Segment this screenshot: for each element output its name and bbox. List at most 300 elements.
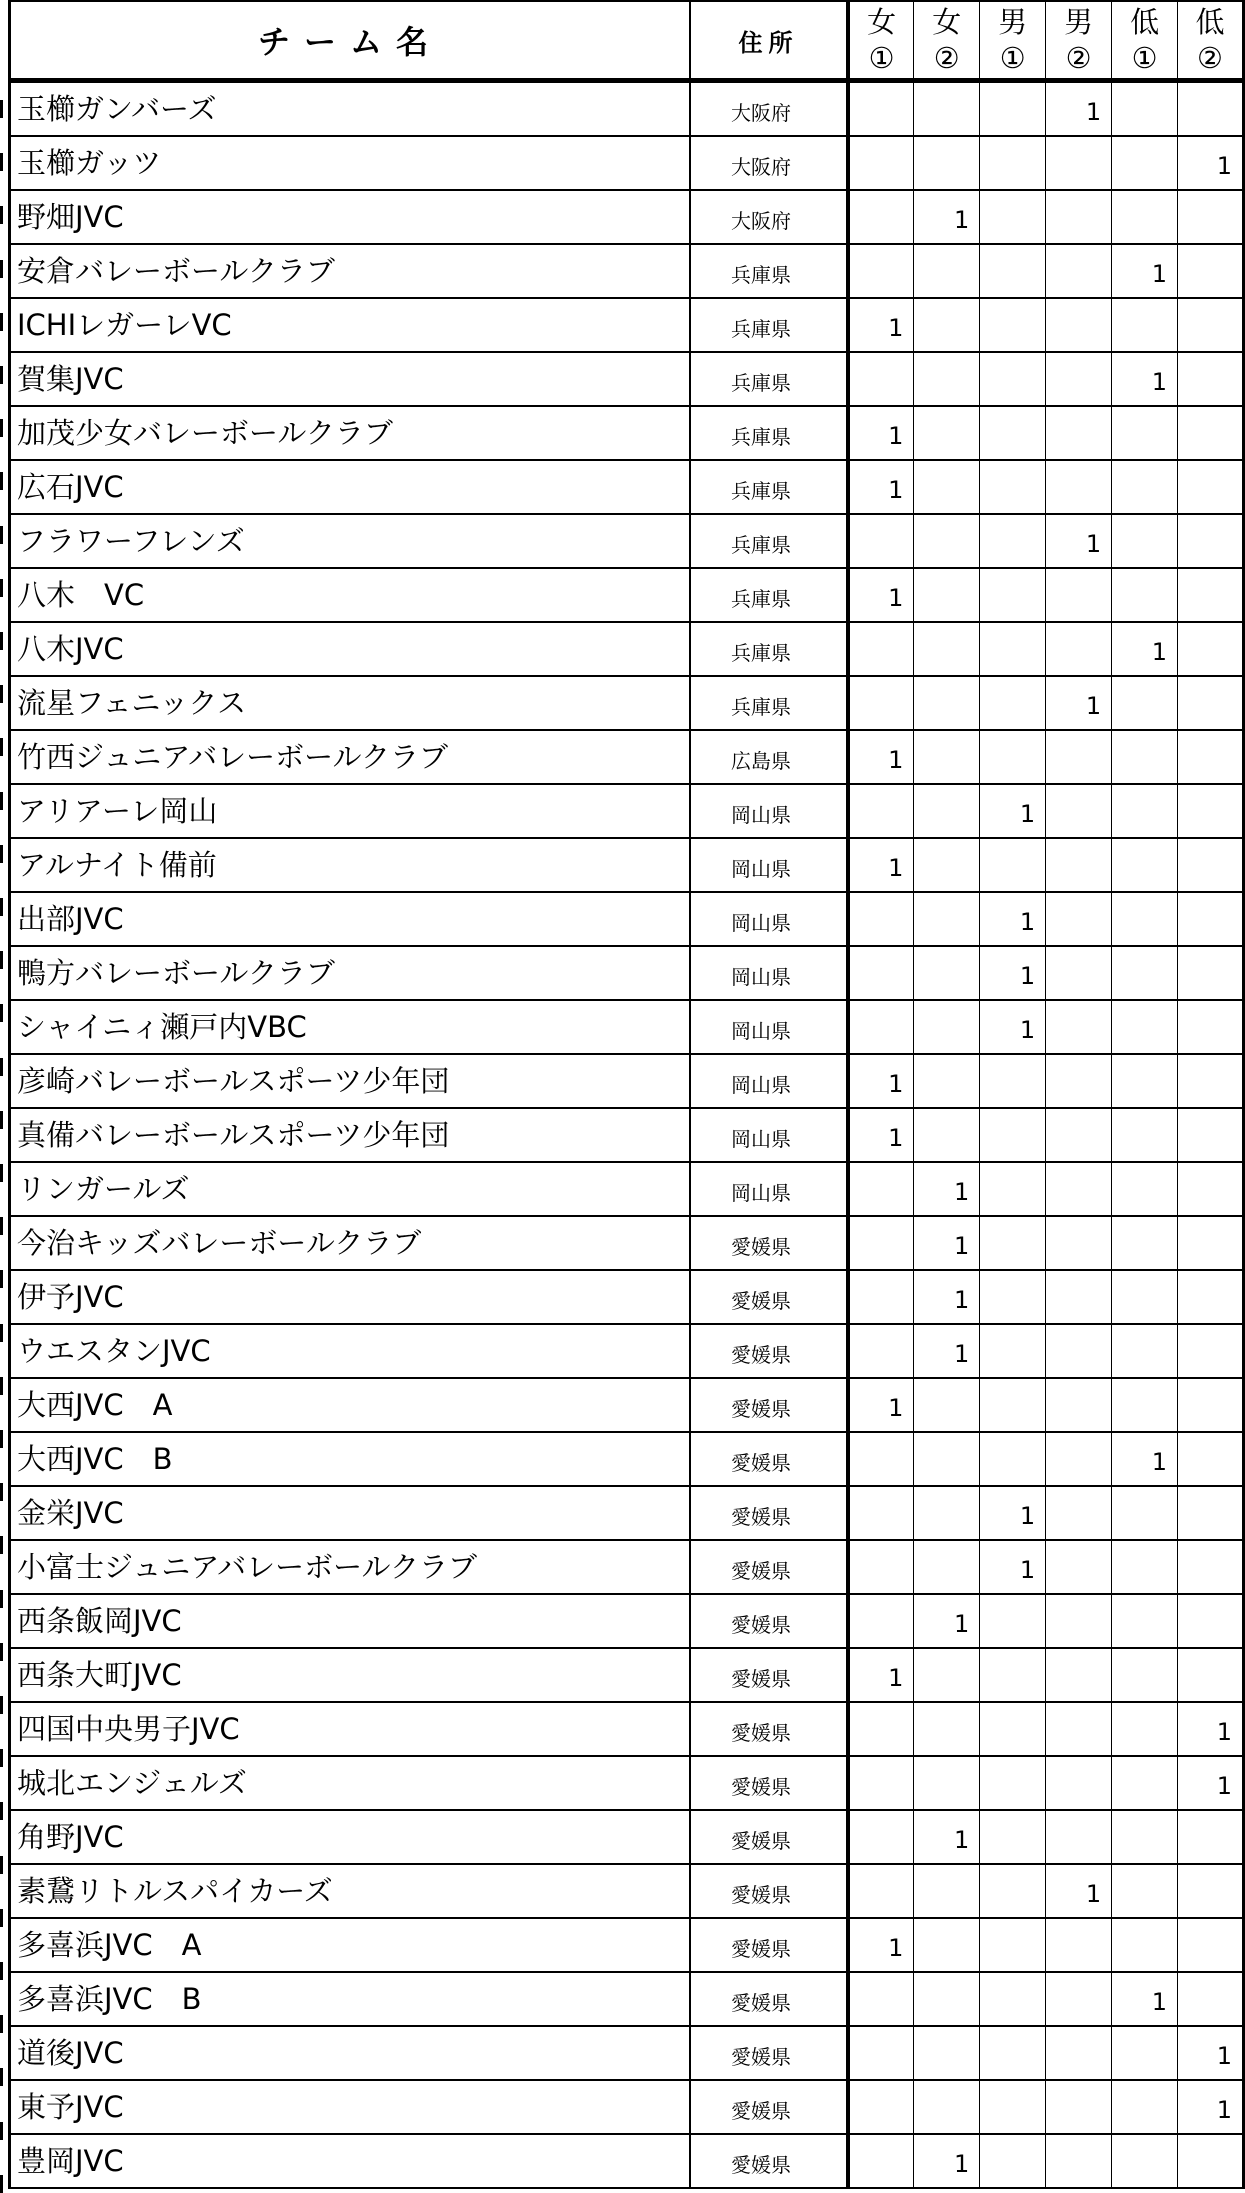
count-cell	[1178, 1108, 1244, 1162]
count-cell	[848, 622, 914, 676]
count-cell	[1046, 892, 1112, 946]
count-cell	[1112, 784, 1178, 838]
edge-tick	[0, 1324, 3, 1342]
count-cell	[848, 1486, 914, 1540]
count-cell	[914, 730, 980, 784]
address-cell: 愛媛県	[690, 1972, 848, 2026]
address-cell: 愛媛県	[690, 1810, 848, 1864]
table-body	[10, 81, 1244, 2189]
count-cell: 1	[848, 568, 914, 622]
count-cell: 1	[1112, 352, 1178, 406]
column-header-top: 男	[998, 5, 1028, 39]
count-cell	[848, 784, 914, 838]
count-cell	[1112, 1648, 1178, 1702]
count-cell	[1112, 514, 1178, 568]
edge-tick	[0, 260, 3, 278]
address-cell: 愛媛県	[690, 1648, 848, 1702]
count-cell	[1112, 2026, 1178, 2080]
count-cell	[1112, 1918, 1178, 1972]
count-cell: 1	[914, 1810, 980, 1864]
count-cell	[848, 1270, 914, 1324]
count-cell	[848, 1000, 914, 1054]
count-cell	[914, 244, 980, 298]
count-cell	[1046, 730, 1112, 784]
count-cell: 1	[1178, 136, 1244, 190]
count-cell	[1046, 298, 1112, 352]
team-name-cell: 彦崎バレーボールスポーツ少年団	[10, 1054, 691, 1108]
table-row	[10, 1756, 1244, 1810]
count-cell	[848, 1810, 914, 1864]
address-cell: 愛媛県	[690, 1540, 848, 1594]
count-cell	[1112, 568, 1178, 622]
table-row	[10, 1216, 1244, 1270]
count-cell: 1	[848, 730, 914, 784]
count-cell	[914, 352, 980, 406]
count-cell	[980, 568, 1046, 622]
edge-tick	[0, 2068, 3, 2086]
count-cell	[980, 1324, 1046, 1378]
count-cell	[1112, 190, 1178, 244]
count-cell	[1046, 1000, 1112, 1054]
count-cell	[1112, 1270, 1178, 1324]
count-cell	[980, 298, 1046, 352]
team-name-cell: リンガールズ	[10, 1162, 691, 1216]
count-cell	[914, 1702, 980, 1756]
address-cell: 愛媛県	[690, 1918, 848, 1972]
count-cell	[848, 81, 914, 137]
count-cell	[1112, 1324, 1178, 1378]
column-header-top: 低	[1130, 5, 1160, 39]
count-cell	[848, 514, 914, 568]
count-cell	[1046, 1054, 1112, 1108]
count-cell	[1112, 730, 1178, 784]
count-cell	[1178, 298, 1244, 352]
table-row	[10, 1702, 1244, 1756]
count-cell	[1046, 1162, 1112, 1216]
count-cell	[848, 1324, 914, 1378]
column-header-top: 女	[867, 5, 897, 39]
column-header-male-2	[1046, 1, 1112, 81]
count-cell	[848, 1162, 914, 1216]
address-header: 住所	[690, 1, 848, 81]
address-cell: 愛媛県	[690, 1216, 848, 1270]
count-cell	[1178, 622, 1244, 676]
count-cell	[1046, 784, 1112, 838]
edge-tick	[0, 1749, 3, 1767]
count-cell: 1	[1112, 622, 1178, 676]
count-cell	[914, 2080, 980, 2134]
count-cell	[914, 81, 980, 137]
address-cell: 岡山県	[690, 1162, 848, 1216]
count-cell: 1	[914, 1594, 980, 1648]
count-cell	[1178, 1972, 1244, 2026]
count-cell	[1046, 1972, 1112, 2026]
column-header-bottom: ①	[1131, 41, 1158, 75]
count-cell	[1178, 1324, 1244, 1378]
count-cell	[848, 1432, 914, 1486]
address-cell: 兵庫県	[690, 244, 848, 298]
count-cell	[914, 838, 980, 892]
count-cell	[848, 136, 914, 190]
count-cell	[1112, 2080, 1178, 2134]
count-cell	[1178, 1432, 1244, 1486]
table-row	[10, 1324, 1244, 1378]
count-cell	[1178, 1810, 1244, 1864]
count-cell	[1178, 1864, 1244, 1918]
edge-tick	[0, 1643, 3, 1661]
edge-tick	[0, 1164, 3, 1182]
count-cell: 1	[1046, 676, 1112, 730]
count-cell	[1178, 460, 1244, 514]
edge-tick	[0, 1270, 3, 1288]
edge-tick	[0, 1430, 3, 1448]
count-cell: 1	[848, 298, 914, 352]
team-name-cell: 道後JVC	[10, 2026, 691, 2080]
count-cell	[1046, 1270, 1112, 1324]
count-cell	[980, 244, 1046, 298]
team-name-cell: 玉櫛ガッツ	[10, 136, 691, 190]
count-cell	[980, 1972, 1046, 2026]
count-cell	[1112, 1486, 1178, 1540]
table-row	[10, 568, 1244, 622]
table-row	[10, 1810, 1244, 1864]
team-name-cell: 真備バレーボールスポーツ少年団	[10, 1108, 691, 1162]
count-cell	[1112, 298, 1178, 352]
address-cell: 大阪府	[690, 136, 848, 190]
count-cell	[1178, 190, 1244, 244]
column-header-low-2	[1178, 1, 1244, 81]
table-row	[10, 1000, 1244, 1054]
count-cell	[848, 244, 914, 298]
count-cell: 1	[848, 1108, 914, 1162]
address-cell: 兵庫県	[690, 622, 848, 676]
edge-tick	[0, 738, 3, 756]
address-cell: 岡山県	[690, 1000, 848, 1054]
edge-tick	[0, 313, 3, 331]
edge-tick	[0, 579, 3, 597]
address-cell: 愛媛県	[690, 1756, 848, 1810]
address-cell: 愛媛県	[690, 1324, 848, 1378]
count-cell	[1178, 838, 1244, 892]
count-cell	[1046, 1108, 1112, 1162]
count-cell	[1046, 1432, 1112, 1486]
address-cell: 兵庫県	[690, 514, 848, 568]
count-cell	[1112, 838, 1178, 892]
count-cell	[980, 1594, 1046, 1648]
table-row	[10, 1270, 1244, 1324]
edge-tick	[0, 845, 3, 863]
table-row	[10, 244, 1244, 298]
count-cell	[980, 406, 1046, 460]
count-cell	[1046, 1702, 1112, 1756]
table-row	[10, 2026, 1244, 2080]
count-cell	[1046, 1648, 1112, 1702]
header-row	[10, 1, 1244, 81]
count-cell	[914, 1972, 980, 2026]
count-cell	[848, 2080, 914, 2134]
table-row	[10, 1162, 1244, 1216]
count-cell	[1046, 2026, 1112, 2080]
count-cell: 1	[980, 1486, 1046, 1540]
team-name-cell: 多喜浜JVC A	[10, 1918, 691, 1972]
count-cell: 1	[980, 784, 1046, 838]
edge-tick	[0, 100, 3, 118]
count-cell	[980, 1216, 1046, 1270]
count-cell: 1	[1046, 81, 1112, 137]
edge-tick	[0, 472, 3, 490]
count-cell	[1046, 136, 1112, 190]
count-cell	[914, 622, 980, 676]
team-name-cell: 今治キッズバレーボールクラブ	[10, 1216, 691, 1270]
team-name-cell: 安倉バレーボールクラブ	[10, 244, 691, 298]
count-cell	[1112, 1162, 1178, 1216]
table-row	[10, 1540, 1244, 1594]
edge-tick	[0, 1004, 3, 1022]
count-cell	[1112, 136, 1178, 190]
column-header-male-1	[980, 1, 1046, 81]
column-header-bottom: ①	[868, 41, 895, 75]
address-cell: 岡山県	[690, 784, 848, 838]
count-cell	[914, 2026, 980, 2080]
team-name-cell: フラワーフレンズ	[10, 514, 691, 568]
count-cell	[1046, 2134, 1112, 2188]
team-name-cell: 八木JVC	[10, 622, 691, 676]
edge-tick	[0, 1217, 3, 1235]
count-cell	[1112, 1702, 1178, 1756]
count-cell	[848, 352, 914, 406]
team-name-cell: 玉櫛ガンバーズ	[10, 81, 691, 137]
team-name-cell: 出部JVC	[10, 892, 691, 946]
column-header-top: 低	[1195, 5, 1225, 39]
count-cell	[1046, 1540, 1112, 1594]
team-name-cell: 多喜浜JVC B	[10, 1972, 691, 2026]
column-header-top: 女	[932, 5, 962, 39]
count-cell	[1178, 1486, 1244, 1540]
count-cell	[1178, 352, 1244, 406]
count-cell	[1112, 1054, 1178, 1108]
count-cell	[1178, 1216, 1244, 1270]
table-row	[10, 298, 1244, 352]
edge-tick	[0, 2015, 3, 2033]
count-cell	[914, 1054, 980, 1108]
count-cell	[914, 784, 980, 838]
table-row	[10, 1864, 1244, 1918]
address-cell: 岡山県	[690, 946, 848, 1000]
edge-tick	[0, 1377, 3, 1395]
count-cell	[1178, 406, 1244, 460]
count-cell	[980, 838, 1046, 892]
count-cell	[914, 1108, 980, 1162]
count-cell	[1178, 1054, 1244, 1108]
team-name-cell: 素鵞リトルスパイカーズ	[10, 1864, 691, 1918]
edge-tick	[0, 2122, 3, 2140]
count-cell	[914, 676, 980, 730]
count-cell	[1112, 1864, 1178, 1918]
count-cell: 1	[848, 1378, 914, 1432]
table-row	[10, 1108, 1244, 1162]
count-cell	[1178, 1378, 1244, 1432]
table-row	[10, 190, 1244, 244]
address-cell: 愛媛県	[690, 2134, 848, 2188]
left-edge-markers	[0, 0, 8, 2158]
count-cell	[1112, 81, 1178, 137]
count-cell	[1046, 1810, 1112, 1864]
count-cell	[848, 1972, 914, 2026]
address-cell: 愛媛県	[690, 1702, 848, 1756]
count-cell	[980, 2080, 1046, 2134]
team-name-cell: 西条飯岡JVC	[10, 1594, 691, 1648]
table-row	[10, 946, 1244, 1000]
edge-tick	[0, 2175, 3, 2193]
team-name-cell: シャイニィ瀬戸内VBC	[10, 1000, 691, 1054]
table-row	[10, 1648, 1244, 1702]
count-cell	[980, 1270, 1046, 1324]
count-cell	[980, 2026, 1046, 2080]
address-cell: 兵庫県	[690, 352, 848, 406]
count-cell	[848, 1756, 914, 1810]
count-cell	[1112, 406, 1178, 460]
table-row	[10, 460, 1244, 514]
count-cell	[1046, 244, 1112, 298]
address-cell: 兵庫県	[690, 460, 848, 514]
column-header-bottom: ②	[1065, 41, 1092, 75]
count-cell	[848, 190, 914, 244]
count-cell	[980, 1918, 1046, 1972]
count-cell	[914, 136, 980, 190]
table-row	[10, 1918, 1244, 1972]
count-cell	[1046, 1324, 1112, 1378]
count-cell	[914, 946, 980, 1000]
edge-tick	[0, 1111, 3, 1129]
count-cell	[980, 1054, 1046, 1108]
count-cell	[1046, 1378, 1112, 1432]
table-row	[10, 1432, 1244, 1486]
count-cell	[1046, 946, 1112, 1000]
count-cell	[914, 1486, 980, 1540]
table-row	[10, 892, 1244, 946]
count-cell: 1	[1178, 1756, 1244, 1810]
team-name-cell: 加茂少女バレーボールクラブ	[10, 406, 691, 460]
team-name-cell: 伊予JVC	[10, 1270, 691, 1324]
count-cell	[980, 1702, 1046, 1756]
edge-tick	[0, 153, 3, 171]
table-row	[10, 2134, 1244, 2188]
column-header-female-2	[914, 1, 980, 81]
team-name-cell: 竹西ジュニアバレーボールクラブ	[10, 730, 691, 784]
table-row	[10, 1486, 1244, 1540]
team-name-cell: 西条大町JVC	[10, 1648, 691, 1702]
count-cell	[980, 136, 1046, 190]
address-cell: 愛媛県	[690, 2026, 848, 2080]
count-cell	[1178, 730, 1244, 784]
table-row	[10, 784, 1244, 838]
count-cell	[848, 1864, 914, 1918]
count-cell	[1178, 1162, 1244, 1216]
address-cell: 岡山県	[690, 892, 848, 946]
count-cell	[848, 2026, 914, 2080]
count-cell	[980, 460, 1046, 514]
count-cell	[1046, 568, 1112, 622]
count-cell: 1	[848, 460, 914, 514]
count-cell	[848, 1594, 914, 1648]
column-header-low-1	[1112, 1, 1178, 81]
count-cell	[914, 514, 980, 568]
count-cell	[914, 1000, 980, 1054]
count-cell	[1112, 946, 1178, 1000]
table-row	[10, 1378, 1244, 1432]
address-cell: 兵庫県	[690, 406, 848, 460]
count-cell: 1	[848, 1054, 914, 1108]
count-cell	[1112, 1378, 1178, 1432]
count-cell	[1112, 1108, 1178, 1162]
address-cell: 岡山県	[690, 838, 848, 892]
count-cell	[848, 892, 914, 946]
count-cell	[980, 730, 1046, 784]
count-cell	[1112, 1594, 1178, 1648]
count-cell	[980, 1648, 1046, 1702]
count-cell	[980, 2134, 1046, 2188]
count-cell	[980, 1864, 1046, 1918]
edge-tick	[0, 1590, 3, 1608]
count-cell	[914, 406, 980, 460]
team-name-cell: 大西JVC B	[10, 1432, 691, 1486]
team-name-cell: 賀集JVC	[10, 352, 691, 406]
address-cell: 広島県	[690, 730, 848, 784]
count-cell	[914, 892, 980, 946]
address-cell: 大阪府	[690, 190, 848, 244]
count-cell	[1046, 352, 1112, 406]
count-cell	[1046, 1918, 1112, 1972]
table-row	[10, 1972, 1244, 2026]
team-name-cell: 野畑JVC	[10, 190, 691, 244]
table-row	[10, 81, 1244, 137]
count-cell	[1178, 1540, 1244, 1594]
address-cell: 兵庫県	[690, 298, 848, 352]
team-name-cell: 城北エンジェルズ	[10, 1756, 691, 1810]
address-cell: 愛媛県	[690, 1594, 848, 1648]
count-cell	[980, 1162, 1046, 1216]
team-name-cell: 大西JVC A	[10, 1378, 691, 1432]
table-row	[10, 2080, 1244, 2134]
edge-tick	[0, 366, 3, 384]
count-cell	[914, 1864, 980, 1918]
count-cell	[914, 1918, 980, 1972]
count-cell	[980, 81, 1046, 137]
count-cell	[980, 1432, 1046, 1486]
table-row	[10, 838, 1244, 892]
count-cell	[1046, 1756, 1112, 1810]
edge-tick	[0, 419, 3, 437]
count-cell: 1	[914, 2134, 980, 2188]
count-cell: 1	[980, 1000, 1046, 1054]
edge-tick	[0, 792, 3, 810]
count-cell	[914, 298, 980, 352]
count-cell	[1046, 1486, 1112, 1540]
count-cell	[1178, 568, 1244, 622]
column-header-bottom: ②	[933, 41, 960, 75]
edge-tick	[0, 1802, 3, 1820]
count-cell	[1046, 1594, 1112, 1648]
count-cell: 1	[848, 1918, 914, 1972]
count-cell: 1	[1112, 244, 1178, 298]
edge-tick	[0, 632, 3, 650]
team-name-cell: ICHIレガーレVC	[10, 298, 691, 352]
address-cell: 愛媛県	[690, 1270, 848, 1324]
count-cell	[1178, 81, 1244, 137]
edge-tick	[0, 1696, 3, 1714]
count-cell: 1	[914, 1324, 980, 1378]
count-cell: 1	[1178, 2080, 1244, 2134]
